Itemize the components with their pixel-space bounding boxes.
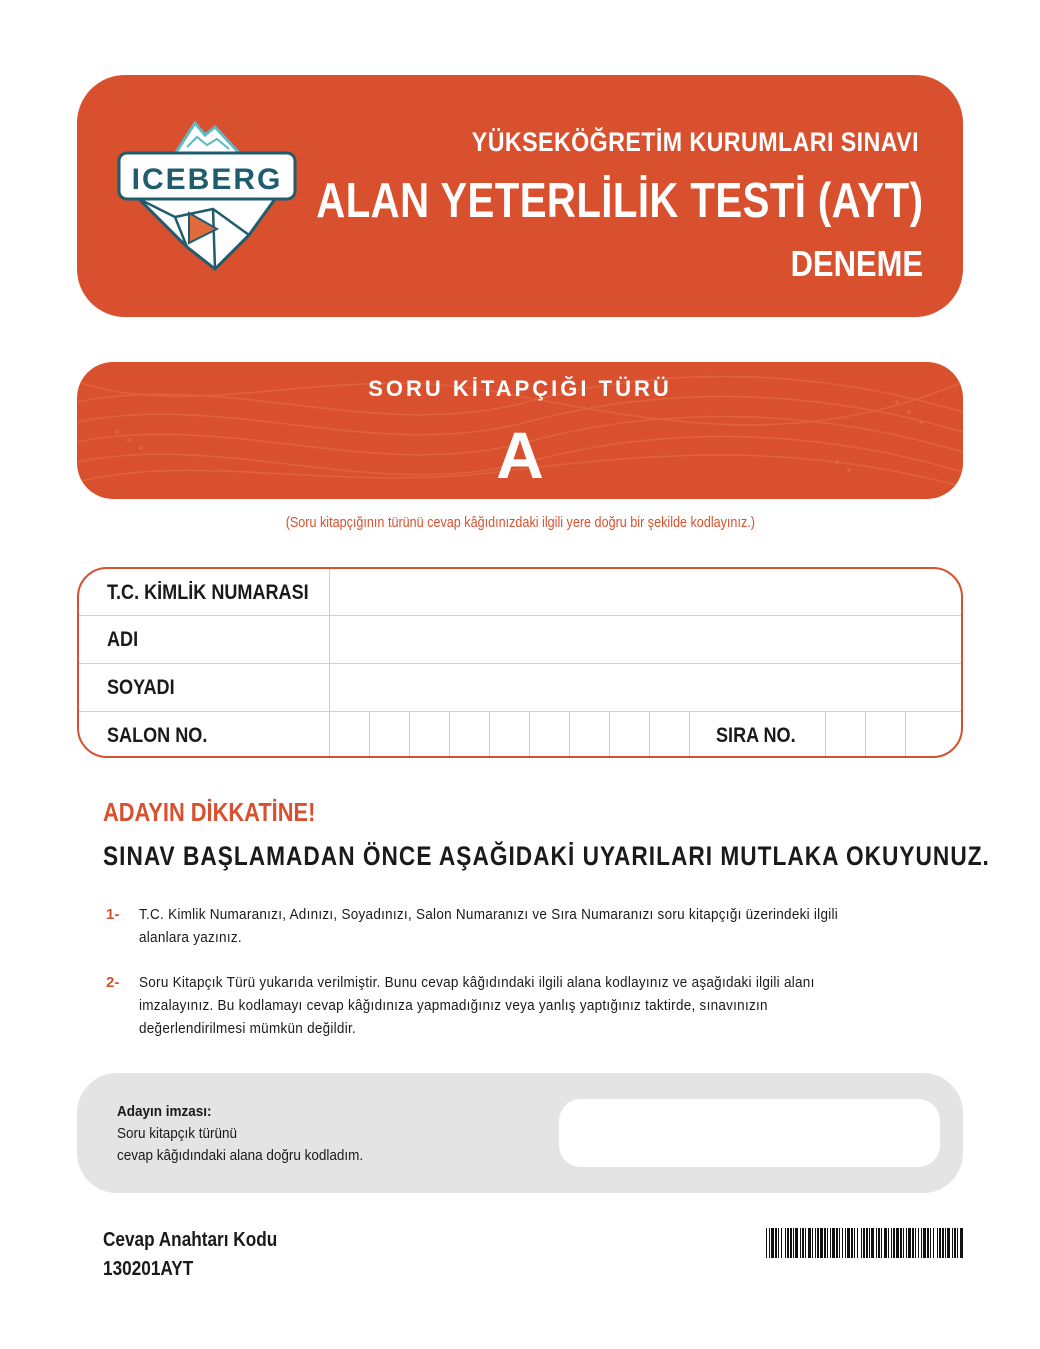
- signature-panel: [77, 1073, 963, 1193]
- booklet-type-note: (Soru kitapçığının türünü cevap kâğıdınızdaki ilgili yere doğru bir şekilde kodlayınız.): [285, 514, 755, 531]
- answer-key-label: Cevap Anahtarı Kodu: [103, 1229, 278, 1251]
- warning-number: 1-: [106, 906, 120, 923]
- salon-cell[interactable]: [449, 712, 489, 758]
- warning-text: imzalayınız. Bu kodlamayı cevap kâğıdınıza yapmadığınız veya yanlış yaptığınız taktirde, sınavınızın: [139, 997, 768, 1014]
- tc-input[interactable]: [330, 569, 961, 615]
- warning-heading: SINAV BAŞLAMADAN ÖNCE AŞAĞIDAKİ UYARILARI MUTLAKA OKUYUNUZ.: [103, 841, 990, 871]
- exam-board-title: YÜKSEKÖĞRETİM KURUMLARI SINAVI: [471, 127, 919, 157]
- salon-label: SALON NO.: [107, 724, 208, 747]
- salon-sira-row: [79, 712, 961, 758]
- booklet-type-title: SORU KİTAPÇIĞI TÜRÜ: [368, 376, 672, 401]
- salon-cell[interactable]: [489, 712, 529, 758]
- name-input[interactable]: [330, 616, 961, 663]
- sira-cell[interactable]: [825, 712, 865, 758]
- sira-cell[interactable]: [905, 712, 963, 758]
- exam-subtitle: DENEME: [790, 243, 923, 284]
- signature-box[interactable]: [559, 1099, 940, 1167]
- salon-cell[interactable]: [609, 712, 649, 758]
- salon-cell[interactable]: [529, 712, 569, 758]
- booklet-type-letter: A: [496, 418, 544, 492]
- signature-text: cevap kâğıdındaki alana doğru kodladım.: [117, 1147, 364, 1164]
- exam-title: ALAN YETERLİLİK TESTİ (AYT): [315, 174, 923, 228]
- signature-title: Adayın imzası:: [117, 1103, 212, 1120]
- warning-number: 2-: [106, 974, 120, 991]
- tc-row: [79, 569, 961, 616]
- name-label: ADI: [107, 628, 139, 651]
- sira-label: SIRA NO.: [716, 724, 796, 747]
- salon-cell[interactable]: [409, 712, 449, 758]
- booklet-type-panel: [77, 362, 963, 499]
- warning-text: Soru Kitapçık Türü yukarıda verilmiştir. Bunu cevap kâğıdındaki ilgili alana kodlayınız ve aşağıdaki ilgili alanı: [139, 974, 815, 991]
- warning-text: T.C. Kimlik Numaranızı, Adınızı, Soyadınızı, Salon Numaranızı ve Sıra Numaranızı soru kitapçığı üzerindeki ilgili: [139, 906, 839, 923]
- salon-cell[interactable]: [369, 712, 409, 758]
- surname-label: SOYADI: [107, 676, 175, 699]
- attention-title: ADAYIN DİKKATİNE!: [103, 797, 316, 827]
- salon-cell[interactable]: [329, 712, 369, 758]
- signature-text: Soru kitapçık türünü: [117, 1125, 238, 1142]
- exam-header: [77, 75, 963, 317]
- sira-cell[interactable]: [865, 712, 905, 758]
- warning-text: alanlara yazınız.: [139, 929, 242, 946]
- surname-input[interactable]: [330, 664, 961, 711]
- candidate-info-table: [77, 567, 963, 758]
- answer-key-code: 130201AYT: [103, 1258, 194, 1280]
- iceberg-logo: [117, 117, 297, 277]
- svg-text:ICEBERG: ICEBERG: [131, 163, 283, 196]
- name-row: [79, 616, 961, 664]
- answer-key: [103, 1226, 277, 1284]
- tc-label: T.C. KİMLİK NUMARASI: [107, 581, 309, 604]
- warning-text: değerlendirilmesi mümkün değildir.: [139, 1020, 357, 1037]
- surname-row: [79, 664, 961, 712]
- salon-cell[interactable]: [569, 712, 609, 758]
- barcode: [766, 1228, 966, 1258]
- salon-cell[interactable]: [649, 712, 689, 758]
